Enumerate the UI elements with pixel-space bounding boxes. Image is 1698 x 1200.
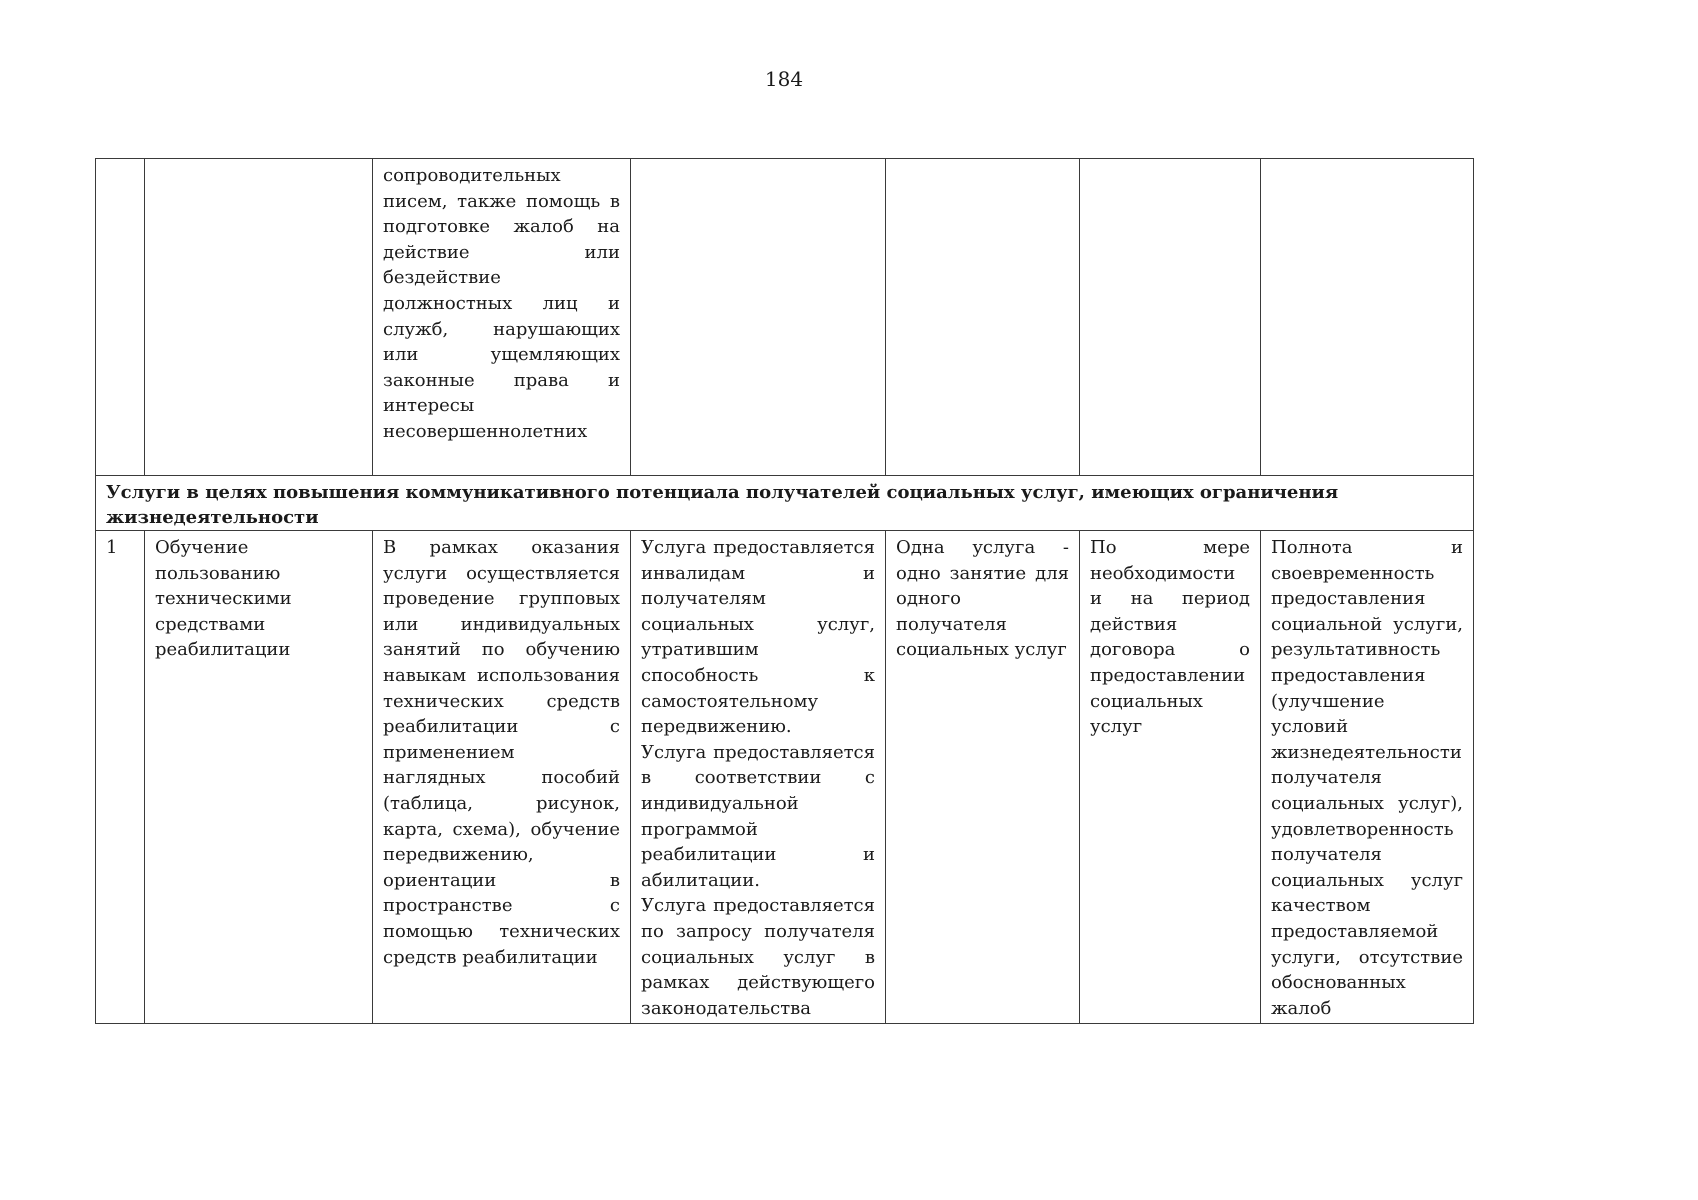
continuation-row — [96, 159, 1474, 476]
cell-description-continued: сопроводительных писем, также помощь в подготовке жалоб на действие или бездействие должностных лиц и служб, нарушающих или ущемляющих законные права и интересы несовершеннолетних — [373, 159, 631, 476]
cell-name-empty — [145, 159, 373, 476]
cell-number-empty — [96, 159, 145, 476]
cell-unit-empty — [886, 159, 1080, 476]
section-heading: Услуги в целях повышения коммуникативного потенциала получателей социальных услуг, имеющих ограничения жизнедеятельности — [96, 476, 1474, 531]
service-unit: Одна услуга - одно занятие для одного получателя социальных услуг — [886, 531, 1080, 1024]
service-row — [96, 531, 1474, 1024]
cell-conditions-empty — [631, 159, 886, 476]
condition-paragraph: Услуга предоставляется в соответствии с индивидуальной программой реабилитации и абилитации. — [641, 741, 875, 891]
service-conditions — [631, 531, 886, 1024]
services-table — [95, 158, 1474, 1024]
page-number: 184 — [764, 67, 804, 91]
condition-paragraph: Услуга предоставляется инвалидам и получателям социальных услуг, утратившим способность к самостоятельному передвижению. — [641, 537, 875, 738]
condition-paragraph: Услуга предоставляется по запросу получателя социальных услуг в рамках действующего законодательства — [641, 895, 875, 1019]
service-quality: Полнота и своевременность предоставления социальной услуги, результативность предоставления (улучшение условий жизнедеятельности получателя социальных услуг), удовлетворенность получателя социальных услуг качеством предоставляемой услуги, отсутствие обоснованных жалоб — [1261, 531, 1474, 1024]
service-number: 1 — [96, 531, 145, 1024]
cell-period-empty — [1080, 159, 1261, 476]
service-name: Обучение пользованию техническими средствами реабилитации — [145, 531, 373, 1024]
service-period: По мере необходимости и на период действия договора о предоставлении социальных услуг — [1080, 531, 1261, 1024]
section-heading-row — [96, 476, 1474, 531]
service-description: В рамках оказания услуги осуществляется проведение групповых или индивидуальных занятий по обучению навыкам использования технических средств реабилитации с применением наглядных пособий (таблица, рисунок, карта, схема), обучение передвижению, ориентации в пространстве с помощью технических средств реабилитации — [373, 531, 631, 1024]
cell-quality-empty — [1261, 159, 1474, 476]
